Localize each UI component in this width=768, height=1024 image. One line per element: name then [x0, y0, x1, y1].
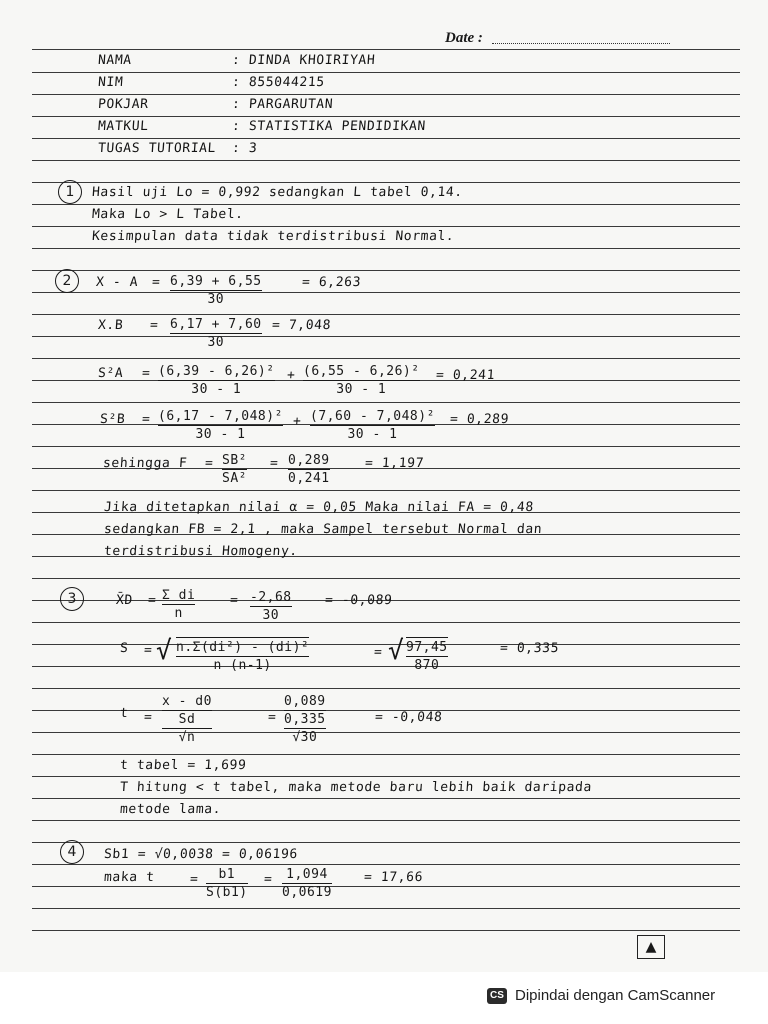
equals-sign: =: [204, 456, 214, 471]
q2-s2b-numerator-1: (6,17 - 7,048)²: [158, 409, 283, 424]
q3-mean-fraction-2: [250, 590, 292, 623]
q2-conclusion-2: sedangkan FB = 2,1 , maka Sampel tersebut Normal dan: [103, 522, 543, 537]
q2-xb-fraction: [170, 317, 262, 350]
ruled-line: [32, 72, 740, 73]
q2-conclusion-3: terdistribusi Homogeny.: [103, 544, 299, 559]
identity-label-nim: NIM: [97, 75, 124, 90]
q4-t-denominator-2: 0,0619: [282, 885, 332, 900]
q2-xa-numerator: 6,39 + 6,55: [170, 274, 262, 289]
ruled-line: [32, 732, 740, 733]
q2-xb-numerator: 6,17 + 7,60: [170, 317, 262, 332]
q3-t-denominator-2: √30: [292, 730, 318, 745]
ruled-line: [32, 182, 740, 183]
fraction-bar: [176, 656, 309, 657]
identity-value-nim: : 855044215: [231, 75, 326, 90]
identity-label-pokjar: POKJAR: [97, 97, 150, 112]
plus-sign: +: [286, 368, 296, 383]
fraction-bar: [206, 883, 248, 884]
equals-sign: =: [263, 872, 273, 887]
q2-f-fraction-2: [288, 453, 330, 486]
scribble-stamp-icon: ▲: [637, 935, 665, 959]
q3-s-label: S: [119, 641, 129, 656]
fraction-bar: [170, 290, 262, 291]
sqrt-icon: √: [156, 636, 173, 666]
q2-f-numerator-2: 0,289: [288, 453, 330, 468]
q2-f-numerator-1: SB²: [222, 453, 247, 468]
ruled-line: [32, 314, 740, 315]
q3-t-fraction-1: [162, 694, 212, 745]
camscanner-logo-icon: CS: [487, 988, 507, 1004]
q2-f-denominator-1: SA²: [222, 471, 247, 486]
q3-s-result: = 0,335: [499, 641, 560, 656]
q4-t-numerator-1: b1: [218, 867, 236, 882]
q4-t-label: maka t: [103, 870, 156, 885]
equals-sign: =: [229, 593, 239, 608]
fraction-bar: [284, 710, 326, 711]
q2-f-fraction-1: [222, 453, 247, 486]
q3-s-fraction-1: [176, 637, 309, 673]
q2-s2b-result: = 0,289: [449, 412, 510, 427]
q3-s-numerator-1: n.Σ(di²) - (di)²: [176, 640, 310, 655]
q2-s2a-result: = 0,241: [435, 368, 496, 383]
identity-value-tugas: : 3: [231, 141, 258, 156]
equals-sign: =: [269, 456, 279, 471]
q1-line-1: Hasil uji Lo = 0,992 sedangkan L tabel 0,14.: [91, 185, 464, 200]
fraction-bar: [250, 606, 292, 607]
equals-sign: =: [141, 412, 151, 427]
ruled-line: [32, 666, 740, 667]
q2-s2a-denominator-2: 30 - 1: [336, 382, 387, 397]
ruled-line: [32, 358, 740, 359]
equals-sign: =: [143, 643, 153, 658]
ruled-line: [32, 644, 740, 645]
question-2-number: 2: [55, 269, 79, 293]
question-3-number: 3: [60, 587, 84, 611]
q3-t-denominator-1: √n: [178, 730, 196, 745]
q3-mean-denominator-2: 30: [262, 608, 280, 623]
fraction-bar: [288, 469, 330, 470]
question-4-number: 4: [60, 840, 84, 864]
fraction-bar: [303, 380, 420, 381]
q4-t-numerator-2: 1,094: [286, 867, 328, 882]
equals-sign: =: [147, 593, 157, 608]
ruled-line: [32, 864, 740, 865]
q3-conclusion-2: metode lama.: [119, 802, 222, 817]
equals-sign: =: [151, 275, 161, 290]
equals-sign: =: [373, 645, 383, 660]
ruled-line: [32, 226, 740, 227]
ruled-line: [32, 776, 740, 777]
q2-s2b-label: S²B: [99, 412, 126, 427]
q2-s2b-numerator-2: (7,60 - 7,048)²: [310, 409, 435, 424]
q2-f-result: = 1,197: [364, 456, 425, 471]
ruled-line: [32, 204, 740, 205]
ruled-line: [32, 402, 740, 403]
q2-conclusion-1: Jika ditetapkan nilai α = 0,05 Maka nilai FA = 0,48: [103, 500, 535, 515]
q3-t-numerator-1: x - d0: [162, 694, 212, 709]
q3-s-denominator-2: 870: [414, 658, 440, 673]
ruled-line: [32, 160, 740, 161]
ruled-line: [32, 930, 740, 931]
q3-mean-numerator-1: Σ di: [162, 588, 196, 603]
q3-mean-denominator-1: n: [174, 606, 183, 621]
q2-f-label: sehingga F: [102, 456, 188, 471]
q2-xa-label: X - A: [95, 275, 139, 290]
q2-xa-fraction: [170, 274, 262, 307]
fraction-bar: [310, 425, 435, 426]
q2-s2b-denominator-2: 30 - 1: [347, 427, 398, 442]
q2-xb-label: X.B: [97, 318, 124, 333]
ruled-line: [32, 336, 740, 337]
q1-line-2: Maka Lo > L Tabel.: [91, 207, 245, 222]
ruled-line: [32, 842, 740, 843]
ruled-line: [32, 754, 740, 755]
q2-xa-result: = 6,263: [301, 275, 362, 290]
question-1-number: 1: [58, 180, 82, 204]
fraction-bar: [162, 604, 195, 605]
q2-s2a-label: S²A: [97, 366, 124, 381]
identity-label-nama: NAMA: [97, 53, 133, 68]
fraction-bar: [158, 380, 275, 381]
fraction-bar: [158, 425, 283, 426]
fraction-bar: [284, 728, 326, 729]
plus-sign: +: [292, 414, 302, 429]
ruled-line: [32, 578, 740, 579]
fraction-bar: [222, 469, 247, 470]
equals-sign: =: [143, 710, 153, 725]
q2-s2a-numerator-1: (6,39 - 6,26)²: [158, 364, 275, 379]
q3-t-label: t: [119, 706, 129, 721]
q3-s-fraction-2: [406, 637, 448, 673]
q3-s-numerator-2: 97,45: [406, 640, 448, 655]
equals-sign: =: [189, 872, 199, 887]
ruled-line: [32, 49, 740, 50]
q3-t-result: = -0,048: [374, 710, 443, 725]
fraction-bar: [162, 710, 212, 711]
equals-sign: =: [267, 710, 277, 725]
q3-t-middle-2: 0,335: [284, 712, 326, 727]
ruled-line: [32, 622, 740, 623]
q3-s-denominator-1: n (n-1): [213, 658, 272, 673]
q4-t-denominator-1: S(b1): [206, 885, 248, 900]
ruled-line: [32, 490, 740, 491]
date-line: [492, 43, 670, 44]
q4-t-result: = 17,66: [363, 870, 424, 885]
q3-t-fraction-2: [284, 694, 326, 745]
identity-value-pokjar: : PARGARUTAN: [231, 97, 334, 112]
fraction-bar: [170, 333, 262, 334]
equals-sign: =: [149, 318, 159, 333]
q3-mean-numerator-2: -2,68: [250, 590, 292, 605]
ruled-line: [32, 886, 740, 887]
q3-t-tabel: t tabel = 1,699: [119, 758, 247, 773]
q1-line-3: Kesimpulan data tidak terdistribusi Normal.: [91, 229, 455, 244]
fraction-bar: [162, 728, 212, 729]
ruled-line: [32, 446, 740, 447]
ruled-line: [32, 248, 740, 249]
q2-s2a-fraction-1: [158, 364, 275, 397]
ruled-line: [32, 94, 740, 95]
q2-xb-denominator: 30: [207, 335, 225, 350]
identity-label-tugas: TUGAS TUTORIAL: [97, 141, 217, 156]
q2-s2a-numerator-2: (6,55 - 6,26)²: [303, 364, 420, 379]
ruled-line: [32, 820, 740, 821]
q2-s2a-fraction-2: [303, 364, 420, 397]
q3-conclusion-1: T hitung < t tabel, maka metode baru lebih baik daripada: [119, 780, 593, 795]
q3-mean-fraction-1: [162, 588, 195, 621]
identity-label-matkul: MATKUL: [97, 119, 150, 134]
q3-mean-label: X̄D: [115, 593, 134, 608]
date-label: Date :: [445, 30, 483, 46]
q4-t-fraction-2: [282, 867, 332, 900]
fraction-bar: [282, 883, 332, 884]
q4-line-1: Sb1 = √0,0038 = 0,06196: [103, 847, 299, 862]
q2-f-denominator-2: 0,241: [288, 471, 330, 486]
ruled-line: [32, 798, 740, 799]
fraction-bar: [406, 656, 448, 657]
identity-value-matkul: : STATISTIKA PENDIDIKAN: [231, 119, 427, 134]
q2-s2a-denominator-1: 30 - 1: [191, 382, 242, 397]
q2-s2b-denominator-1: 30 - 1: [195, 427, 246, 442]
sqrt-icon: √: [388, 636, 405, 666]
q2-s2b-fraction-1: [158, 409, 283, 442]
identity-value-nama: : DINDA KHOIRIYAH: [231, 53, 376, 68]
q3-mean-result: = -0,089: [324, 593, 393, 608]
ruled-line: [32, 116, 740, 117]
camscanner-watermark: Dipindai dengan CamScanner: [515, 987, 716, 1004]
ruled-line: [32, 292, 740, 293]
equals-sign: =: [141, 366, 151, 381]
q3-t-numerator-2: 0,089: [284, 694, 326, 709]
q4-t-fraction-1: [206, 867, 248, 900]
ruled-line: [32, 138, 740, 139]
q3-t-middle-1: Sd: [178, 712, 196, 727]
q2-s2b-fraction-2: [310, 409, 435, 442]
ruled-line: [32, 270, 740, 271]
q2-xa-denominator: 30: [207, 292, 225, 307]
ruled-line: [32, 688, 740, 689]
q2-xb-result: = 7,048: [271, 318, 332, 333]
ruled-line: [32, 908, 740, 909]
